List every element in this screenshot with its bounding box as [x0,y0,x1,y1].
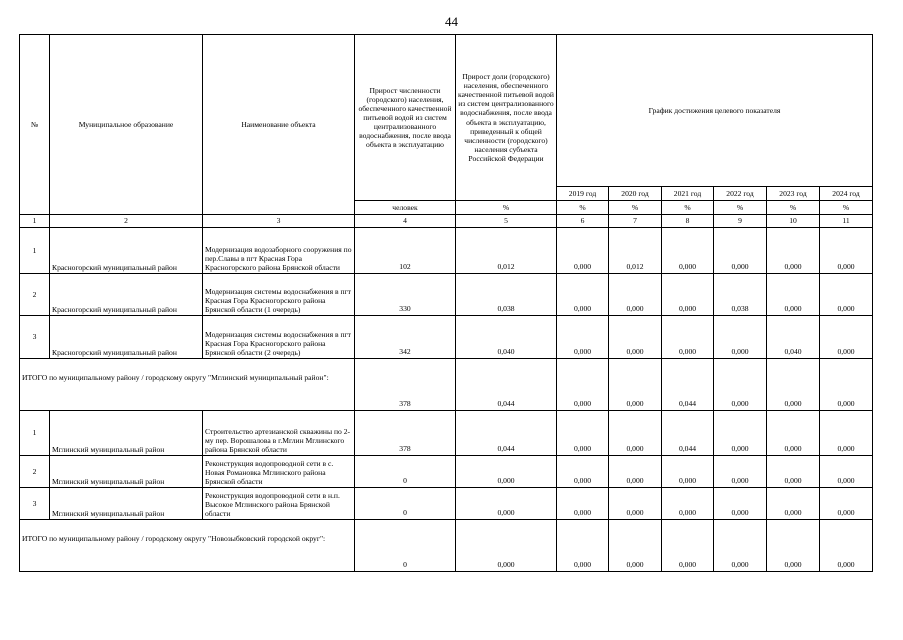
municipality-cell: Мглинский муниципальный район [50,488,203,520]
col-index: 6 [557,215,609,228]
total-label: ИТОГО по муниципальному району / городскому округу "Мглинский муниципальный район": [20,359,355,411]
year-value-cell: 0,000 [609,274,662,316]
year-value-cell: 0,000 [557,274,609,316]
year-value-cell: 0,000 [767,411,820,456]
unit-cell: % [820,201,873,215]
year-value-cell: 0,000 [714,488,767,520]
year-value-cell: 0,000 [767,520,820,572]
table-row [20,316,873,359]
year-value-cell: 0,000 [714,228,767,274]
row-number: 3 [20,316,50,359]
row-number: 3 [20,488,50,520]
col-index: 4 [355,215,456,228]
year-value-cell: 0,000 [714,520,767,572]
municipality-cell: Красногорский муниципальный район [50,316,203,359]
row-number: 2 [20,274,50,316]
year-value-cell: 0,000 [662,456,714,488]
table-row [20,456,873,488]
share-cell: 0,044 [456,411,557,456]
object-cell: Реконструкция водопроводной сети в н.п. Высокое Мглинского района Брянской области [203,488,355,520]
object-cell: Модернизация системы водоснабжения в пгт Красная Гора Красногорского района Брянской области (2 очередь) [203,316,355,359]
people-cell: 330 [355,274,456,316]
people-cell: 0 [355,488,456,520]
col-index: 1 [20,215,50,228]
year-value-cell: 0,000 [557,411,609,456]
table-row [20,488,873,520]
year-value-cell: 0,000 [714,316,767,359]
year-value-cell: 0,000 [662,316,714,359]
year-value-cell: 0,000 [557,228,609,274]
municipality-cell: Мглинский муниципальный район [50,456,203,488]
year-value-cell: 0,000 [820,359,873,411]
share-cell: 0,012 [456,228,557,274]
people-cell: 342 [355,316,456,359]
year-value-cell: 0,000 [820,228,873,274]
year-value-cell: 0,000 [662,274,714,316]
year-value-cell: 0,000 [662,520,714,572]
share-cell: 0,040 [456,316,557,359]
col-header-share-growth: Прирост доли (городского) населения, обеспеченного качественной питьевой водой из систем централизованного водоснабжения, после ввода объекта в эксплуатацию, приведенный к общей численности (городского) населения субъекта Российской Федерации [456,35,557,201]
year-value-cell: 0,000 [609,488,662,520]
year-value-cell: 0,000 [609,411,662,456]
col-index: 7 [609,215,662,228]
year-value-cell: 0,038 [714,274,767,316]
object-cell: Строительство артезианской скважины по 2-му пер. Ворошалова в г.Мглин Мглинского района Брянской области [203,411,355,456]
target-indicator-table [19,34,873,572]
col-header-schedule: График достижения целевого показателя [557,35,873,187]
year-value-cell: 0,000 [767,359,820,411]
year-header: 2024 год [820,187,873,201]
row-number: 2 [20,456,50,488]
total-label: ИТОГО по муниципальному району / городскому округу "Новозыбковский городской округ": [20,520,355,572]
header-row [20,35,873,187]
year-value-cell: 0,000 [662,488,714,520]
municipality-cell: Красногорский муниципальный район [50,228,203,274]
table-row [20,411,873,456]
year-value-cell: 0,000 [820,274,873,316]
year-header: 2020 год [609,187,662,201]
year-header: 2022 год [714,187,767,201]
year-value-cell: 0,000 [609,520,662,572]
unit-cell: % [456,201,557,215]
unit-cell: % [767,201,820,215]
unit-cell: % [557,201,609,215]
unit-cell: % [609,201,662,215]
share-cell: 0,038 [456,274,557,316]
year-value-cell: 0,000 [557,488,609,520]
object-cell: Модернизация водозаборного сооружения по пер.Славы в пгт Красная Гора Красногорского района Брянской области [203,228,355,274]
year-value-cell: 0,000 [609,359,662,411]
people-cell: 378 [355,359,456,411]
col-index: 2 [50,215,203,228]
share-cell: 0,044 [456,359,557,411]
year-value-cell: 0,000 [714,411,767,456]
column-index-row [20,215,873,228]
col-header-municipality: Муниципальное образование [50,35,203,215]
municipality-cell: Мглинский муниципальный район [50,411,203,456]
col-index: 10 [767,215,820,228]
year-header: 2019 год [557,187,609,201]
page-number: 44 [445,14,458,29]
people-cell: 102 [355,228,456,274]
people-cell: 378 [355,411,456,456]
total-row [20,359,873,411]
year-value-cell: 0,000 [557,316,609,359]
year-value-cell: 0,000 [609,316,662,359]
share-cell: 0,000 [456,488,557,520]
year-value-cell: 0,000 [767,274,820,316]
unit-cell: % [662,201,714,215]
year-value-cell: 0,000 [767,456,820,488]
year-value-cell: 0,000 [557,456,609,488]
year-value-cell: 0,044 [662,411,714,456]
year-value-cell: 0,000 [820,520,873,572]
municipality-cell: Красногорский муниципальный район [50,274,203,316]
year-value-cell: 0,000 [820,411,873,456]
table-row [20,274,873,316]
unit-cell: человек [355,201,456,215]
year-header: 2021 год [662,187,714,201]
object-cell: Реконструкция водопроводной сети в с. Новая Романовка Мглинского района Брянской области [203,456,355,488]
year-value-cell: 0,000 [820,456,873,488]
row-number: 1 [20,411,50,456]
col-header-object: Наименование объекта [203,35,355,215]
col-index: 8 [662,215,714,228]
year-value-cell: 0,000 [714,456,767,488]
year-value-cell: 0,000 [714,359,767,411]
year-value-cell: 0,000 [609,456,662,488]
col-index: 3 [203,215,355,228]
year-value-cell: 0,000 [662,228,714,274]
year-header: 2023 год [767,187,820,201]
year-value-cell: 0,000 [820,488,873,520]
people-cell: 0 [355,520,456,572]
col-index: 11 [820,215,873,228]
share-cell: 0,000 [456,520,557,572]
year-value-cell: 0,000 [557,359,609,411]
year-value-cell: 0,000 [767,228,820,274]
share-cell: 0,000 [456,456,557,488]
year-value-cell: 0,000 [557,520,609,572]
total-row [20,520,873,572]
col-index: 5 [456,215,557,228]
people-cell: 0 [355,456,456,488]
col-header-no: № [20,35,50,215]
unit-cell: % [714,201,767,215]
year-value-cell: 0,044 [662,359,714,411]
col-header-pop-growth: Прирост численности (городского) населения, обеспеченного качественной питьевой водой из систем централизованного водоснабжения, после ввода объекта в эксплуатацию [355,35,456,201]
year-value-cell: 0,012 [609,228,662,274]
table-row [20,228,873,274]
row-number: 1 [20,228,50,274]
year-value-cell: 0,040 [767,316,820,359]
year-value-cell: 0,000 [767,488,820,520]
year-value-cell: 0,000 [820,316,873,359]
col-index: 9 [714,215,767,228]
object-cell: Модернизация системы водоснабжения в пгт Красная Гора Красногорского района Брянской области (1 очередь) [203,274,355,316]
